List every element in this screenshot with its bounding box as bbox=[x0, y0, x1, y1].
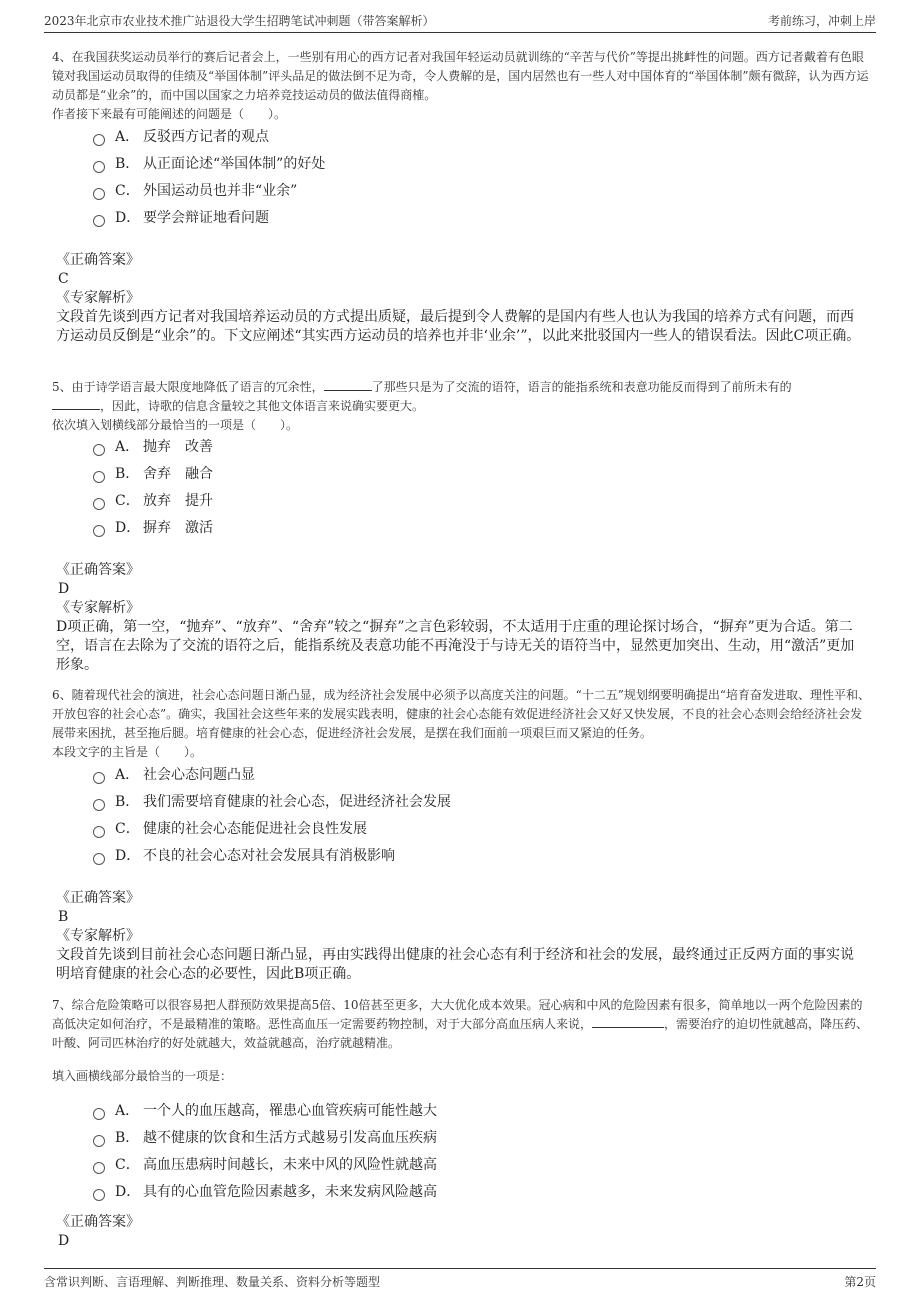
option-6c[interactable]: C． 健康的社会心态能促进社会良性发展 bbox=[93, 816, 451, 843]
option-5a[interactable]: A． 抛弃 改善 bbox=[93, 434, 213, 461]
answer-label: 《正确答案》 bbox=[56, 562, 140, 578]
option-7d[interactable]: D． 具有的心血管危险因素越多，未来发病风险越高 bbox=[93, 1179, 437, 1206]
radio-button[interactable] bbox=[93, 161, 105, 173]
answer-value: C bbox=[58, 271, 69, 287]
answer-label: 《正确答案》 bbox=[56, 890, 140, 906]
answer-label: 《正确答案》 bbox=[56, 252, 140, 268]
header-slogan: 考前练习，冲刺上岸 bbox=[767, 14, 876, 28]
radio-button[interactable] bbox=[93, 134, 105, 146]
answer-label: 《正确答案》 bbox=[56, 1214, 140, 1230]
analysis-text-6: 文段首先谈到目前社会心态问题日渐凸显，再由实践得出健康的社会心态有利于经济和社会的发展，最终通过正反两方面的事实说明培育健康的社会心态的必要性，因此B项正确。 bbox=[56, 947, 854, 982]
analysis-label: 《专家解析》 bbox=[56, 600, 140, 616]
question-5-options bbox=[93, 434, 213, 542]
radio-button[interactable] bbox=[93, 471, 105, 483]
radio-button[interactable] bbox=[93, 525, 105, 537]
answer-block-4 bbox=[56, 251, 140, 308]
question-6 bbox=[52, 686, 872, 762]
option-4c[interactable]: C． 外国运动员也并非“业余” bbox=[93, 178, 325, 205]
fill-blank bbox=[592, 1015, 664, 1028]
question-6-options bbox=[93, 762, 451, 870]
radio-button[interactable] bbox=[93, 1108, 105, 1120]
analysis-text-4: 文段首先谈到西方记者对我国培养运动员的方式提出质疑，最后提到令人费解的是国内有些人也认为我国的培养方式有问题，而西方运动员反倒是“业余”的。下文应阐述“其实西方运动员的培养也并非‘业余’”，以此来批驳国内一些人的错误看法。因此C项正确。 bbox=[56, 309, 861, 344]
question-6-prompt: 本段文字的主旨是（ ）。 bbox=[52, 745, 203, 759]
question-4 bbox=[52, 48, 872, 124]
option-4b[interactable]: B． 从正面论述“举国体制”的好处 bbox=[93, 151, 325, 178]
footer-note: 含常识判断、言语理解、判断推理、数量关系、资料分析等题型 bbox=[44, 1275, 381, 1289]
page-number: 第2页 bbox=[844, 1275, 876, 1289]
answer-block-6 bbox=[56, 889, 140, 946]
radio-button[interactable] bbox=[93, 1189, 105, 1201]
fill-blank bbox=[324, 378, 372, 391]
analysis-label: 《专家解析》 bbox=[56, 290, 140, 306]
option-5c[interactable]: C． 放弃 提升 bbox=[93, 488, 213, 515]
radio-button[interactable] bbox=[93, 826, 105, 838]
option-7b[interactable]: B． 越不健康的饮食和生活方式越易引发高血压疾病 bbox=[93, 1125, 437, 1152]
option-5b[interactable]: B． 舍弃 融合 bbox=[93, 461, 213, 488]
radio-button[interactable] bbox=[93, 853, 105, 865]
option-4d[interactable]: D． 要学会辩证地看问题 bbox=[93, 205, 325, 232]
radio-button[interactable] bbox=[93, 188, 105, 200]
radio-button[interactable] bbox=[93, 498, 105, 510]
option-6a[interactable]: A． 社会心态问题凸显 bbox=[93, 762, 451, 789]
radio-button[interactable] bbox=[93, 1162, 105, 1174]
answer-block-5 bbox=[56, 561, 140, 618]
question-7-options bbox=[93, 1098, 437, 1206]
radio-button[interactable] bbox=[93, 799, 105, 811]
option-7c[interactable]: C． 高血压患病时间越长，未来中风的风险性就越高 bbox=[93, 1152, 437, 1179]
radio-button[interactable] bbox=[93, 1135, 105, 1147]
option-5d[interactable]: D． 摒弃 激活 bbox=[93, 515, 213, 542]
fill-blank bbox=[52, 397, 100, 410]
question-4-text: 4、在我国获奖运动员举行的赛后记者会上，一些别有用心的西方记者对我国年轻运动员就训练的“辛苦与代价”等提出挑衅性的问题。西方记者戴着有色眼镜对我国运动员取得的佳绩及“举国体制”评头品足的做法倒不足为奇，令人费解的是，国内居然也有一些人对中国体育的“举国体制”颇有微辞，认为西方运动员都是“业余”的，而中国以国家之力培养竞技运动员的做法值得商榷。 bbox=[52, 50, 869, 102]
question-4-options bbox=[93, 124, 325, 232]
option-6b[interactable]: B． 我们需要培育健康的社会心态，促进经济社会发展 bbox=[93, 789, 451, 816]
page-footer bbox=[44, 1268, 876, 1293]
answer-value: D bbox=[58, 1233, 70, 1249]
question-5-prompt: 依次填入划横线部分最恰当的一项是（ ）。 bbox=[52, 418, 299, 432]
answer-value: B bbox=[58, 909, 69, 925]
document-title: 2023年北京市农业技术推广站退役大学生招聘笔试冲刺题（带答案解析） bbox=[44, 14, 435, 28]
analysis-label: 《专家解析》 bbox=[56, 928, 140, 944]
option-6d[interactable]: D． 不良的社会心态对社会发展具有消极影响 bbox=[93, 843, 451, 870]
option-4a[interactable]: A． 反驳西方记者的观点 bbox=[93, 124, 325, 151]
radio-button[interactable] bbox=[93, 772, 105, 784]
answer-value: D bbox=[58, 581, 70, 597]
answer-block-7 bbox=[56, 1213, 140, 1251]
analysis-text-5: D项正确，第一空，“抛弃”、“放弃”、“舍弃”较之“摒弃”之言色彩较弱，不太适用于庄重的理论探讨场合，“摒弃”更为合适。第二空，语言在去除为了交流的语符之后，能指系统及表意功能不再淹没于与诗无关的语符当中，显然更加突出、生动，用“激活”更加形象。 bbox=[56, 619, 855, 673]
page-header bbox=[44, 10, 876, 33]
question-6-text: 6、随着现代社会的演进，社会心态问题日渐凸显，成为经济社会发展中必须予以高度关注的问题。“十二五”规划纲要明确提出“培育奋发进取、理性平和、开放包容的社会心态”。确实，我国社会这些年来的发展实践表明，健康的社会心态能有效促进经济社会又好又快发展，不良的社会心态则会给经济社会发展带来困扰，甚至拖后腿。培育健康的社会心态，促进经济社会发展，是摆在我们面前一项艰巨而又紧迫的任务。 bbox=[52, 688, 871, 740]
radio-button[interactable] bbox=[93, 444, 105, 456]
question-7-prompt: 填入画横线部分最恰当的一项是： bbox=[52, 1069, 233, 1083]
question-4-prompt: 作者接下来最有可能阐述的问题是（ ）。 bbox=[52, 107, 287, 121]
question-7: 7、综合危险策略可以很容易把人群预防效果提高5倍、10倍甚至更多，大大优化成本效果。冠心病和中风的危险因素有很多，简单地以一两个危险因素的高低决定如何治疗，不是最精准的策略。恶性高血压一定需要药物控制，对于大部分高血压病人来说， ，需要治疗的迫切性就越高，降压药、叶酸、阿司匹林治疗的好处就越大，效益就越高，治疗就越精准。 填入画横线部分最恰当的一项是： bbox=[52, 996, 872, 1086]
question-5: 5、由于诗学语言最大限度地降低了语言的冗余性， 了那些只是为了交流的语符，语言的能指系统和表意功能反而得到了前所未有的 ，因此，诗歌的信息含量较之其他文体语言来说确实要更大。 依次填入划横线部分最恰当的一项是（ ）。 bbox=[52, 378, 872, 435]
radio-button[interactable] bbox=[93, 215, 105, 227]
option-7a[interactable]: A． 一个人的血压越高，罹患心血管疾病可能性越大 bbox=[93, 1098, 437, 1125]
